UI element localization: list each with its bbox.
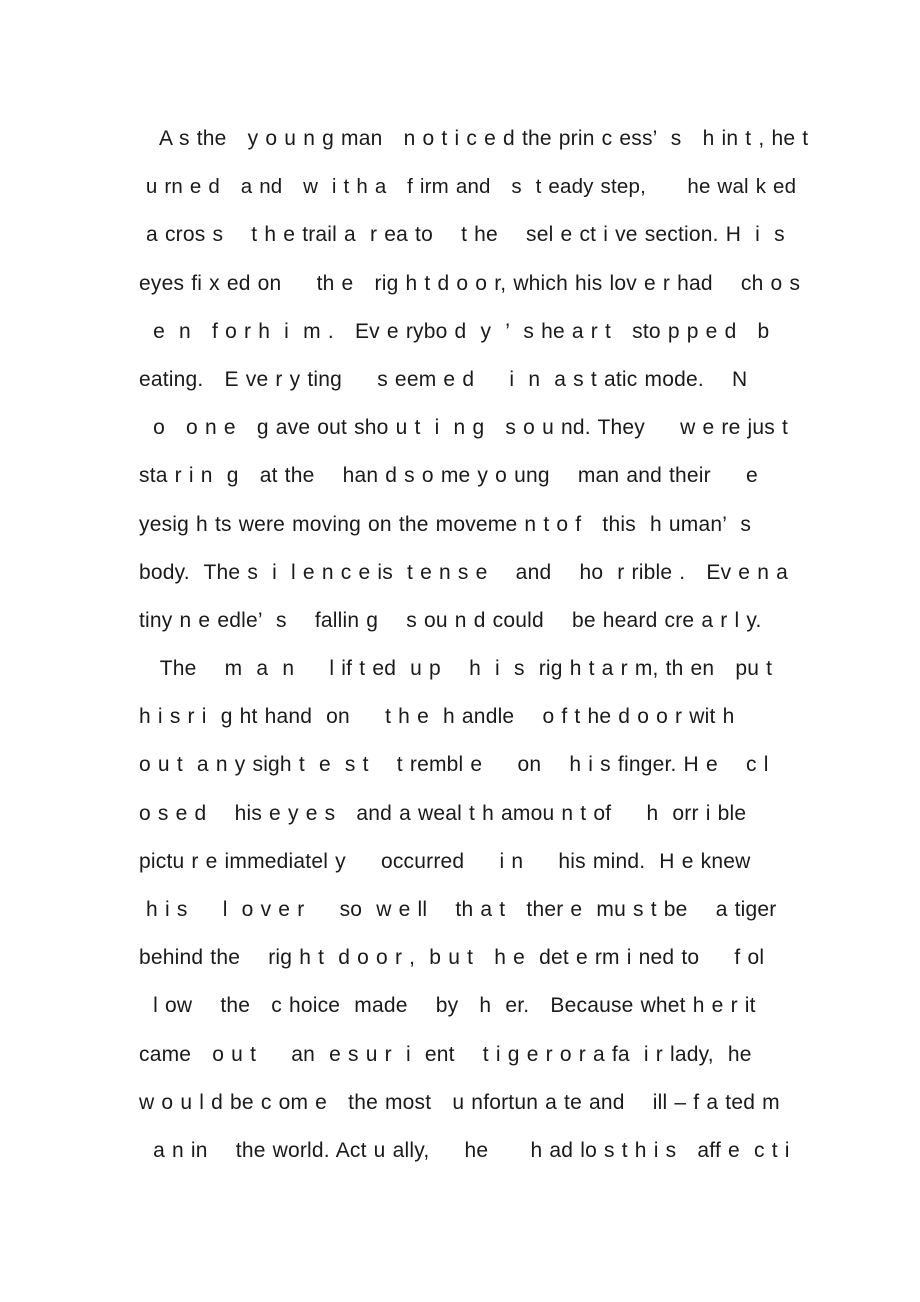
text-line-3: a cros s t h e trail a r ea to t he sel e ct i ve section. H i s xyxy=(139,223,785,247)
text-line-10: body. The s i l e n c e is t e n s e and ho r rible . Ev e n a xyxy=(139,560,789,584)
text-line-1: A s the y o u n g man n o t i c e d the prin c ess’ s h in t , he t xyxy=(139,127,809,150)
text-line-6: eating. E ve r y ting s eem e d i n a s t atic mode. N xyxy=(139,367,748,391)
text-line-17: h i s l o v e r so w e ll th a t ther e mu s t be a tiger xyxy=(139,898,777,921)
text-line-4: eyes fi x ed on th e rig h t d o o r, which his lov e r had ch o s xyxy=(139,271,801,295)
text-line-18: behind the rig h t d o o r , b u t h e det e rm i ned to f ol xyxy=(139,946,765,970)
text-line-22: a n in the world. Act u ally, he h ad lo s t h i s aff e c t i xyxy=(139,1138,790,1162)
text-line-5: e n f o r h i m . Ev e rybo d y ’ s he a r t sto p p e d b xyxy=(139,319,770,343)
body-text xyxy=(139,122,809,1182)
text-line-16: pictu r e immediatel y occurred i n his mind. H e knew xyxy=(139,849,751,873)
text-line-21: w o u l d be c om e the most u nfortun a te and ill – f a ted m xyxy=(139,1090,780,1114)
text-line-12: The m a n l if t ed u p h i s rig h t a r m, th en pu t xyxy=(139,657,773,681)
text-line-19: l ow the c hoice made by h er. Because whet h e r it xyxy=(139,994,756,1018)
text-line-14: o u t a n y sigh t e s t t rembl e on h i s finger. H e c l xyxy=(139,753,769,777)
text-line-15: o s e d his e y e s and a weal t h amou n t of h orr i ble xyxy=(139,801,747,825)
text-line-9: yesig h ts were moving on the moveme n t o f this h uman’ s xyxy=(139,512,752,536)
text-line-2: u rn e d a nd w i t h a f irm and s t eady step, he wal k ed xyxy=(139,175,797,199)
text-line-11: tiny n e edle’ s fallin g s ou n d could be heard cre a r l y. xyxy=(139,608,762,632)
text-line-7: o o n e g ave out sho u t i n g s o u nd. They w e re jus t xyxy=(139,416,789,440)
text-line-13: h i s r i g ht hand on t h e h andle o f t he d o o r wit h xyxy=(139,705,735,729)
text-line-20: came o u t an e s u r i ent t i g e r o r a fa i r lady, he xyxy=(139,1042,752,1066)
text-line-8: sta r i n g at the han d s o me y o ung man and their e xyxy=(139,464,758,488)
